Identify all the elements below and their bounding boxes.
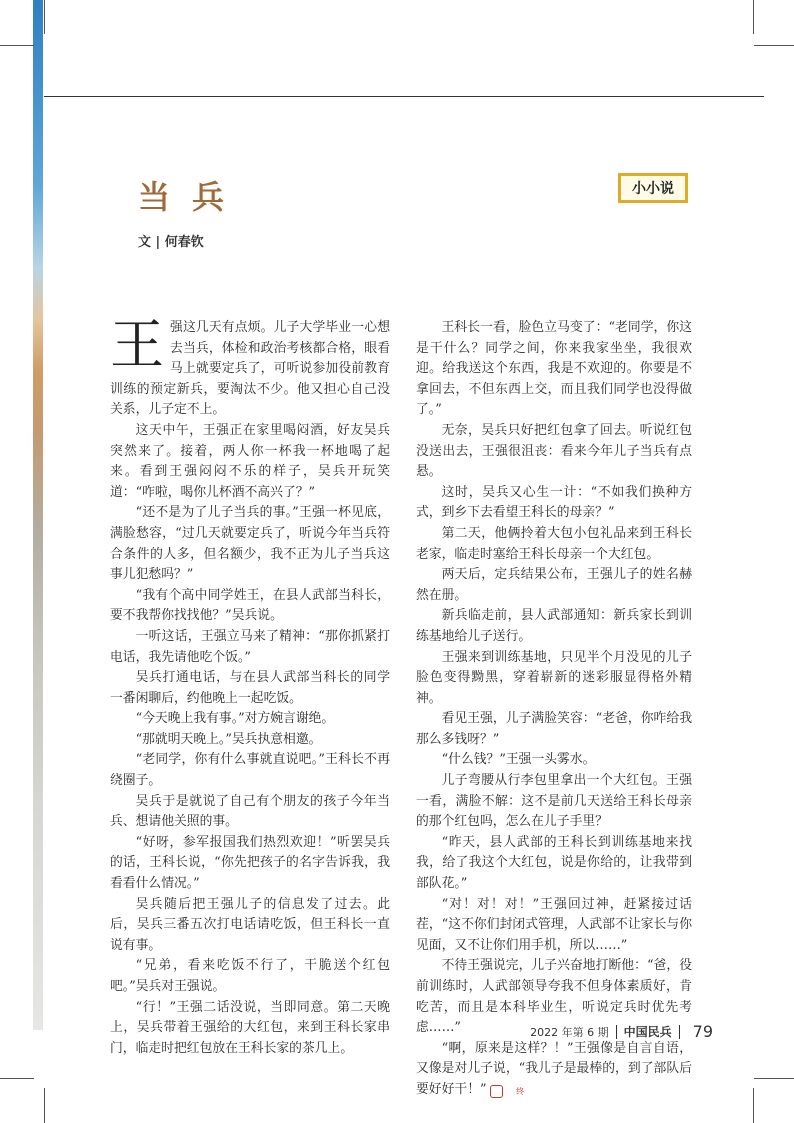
folio-divider <box>679 1025 680 1039</box>
paragraph-text: “啊，原来是这样？！”王强像是自言自语，又像是对儿子说，“我儿子是最棒的，到了部队后要好好干！” <box>416 1040 692 1097</box>
crop-mark <box>754 45 794 46</box>
paragraph-text: 强这几天有点烦。儿子大学毕业一心想去当兵，体检和政治考核都合格，眼看马上就要定兵了，可听说参加役前教育训练的预定新兵，要淘汰不少。他又担心自己没关系，儿子定不上。 <box>110 320 390 418</box>
paragraph <box>110 313 390 421</box>
paragraph: 儿子弯腰从行李包里拿出一个大红包。王强一看，满脸不解：这不是前几天送给王科长母亲的那个红包吗，怎么在儿子手里？ <box>416 773 692 830</box>
paragraph: 王强来到训练基地，只见半个月没见的儿子脸色变得黝黑，穿着崭新的迷彩服显得格外精神。 <box>416 649 692 706</box>
paragraph: 一听这话，王强立马来了精神：“那你抓紧打电话，我先请他吃个饭。” <box>110 628 390 665</box>
paragraph: 王科长一看，脸色立马变了：“老同学，你这是干什么？同学之间，你来我家坐坐，我很欢迎。给我送这个东西，我是不欢迎的。你要是不拿回去，不但东西上交，而且我们同学也没得做了。” <box>416 320 692 418</box>
crop-mark <box>44 1088 45 1123</box>
paragraph: “什么钱？”王强一头雾水。 <box>441 752 596 768</box>
end-mark-icon: 终 <box>490 1085 503 1098</box>
section-label: 小小说 <box>632 181 674 197</box>
article-byline: 文 | 何春钦 <box>138 235 204 250</box>
crop-mark <box>0 45 34 46</box>
paragraph: 吴兵打通电话，与在县人武部当科长的同学一番闲聊后，约他晚上一起吃饭。 <box>110 670 390 706</box>
paragraph: 看见王强，儿子满脸笑容：“老爸，你咋给我那么多钱呀？” <box>416 711 692 747</box>
paragraph: “今天晚上我有事。”对方婉言谢绝。 <box>135 711 335 727</box>
crop-mark <box>753 0 754 34</box>
crop-mark <box>753 1088 754 1123</box>
paragraph: 新兵临走前，县人武部通知：新兵家长到训练基地给儿子送行。 <box>416 608 692 644</box>
paragraph <box>416 1039 692 1101</box>
side-color-stripe <box>33 0 43 1030</box>
paragraph: “行！”王强二话没说，当即同意。第二天晚上，吴兵带着王强给的大红包，来到王科长家串门，临走时把红包放在王科长家的茶几上。 <box>110 999 390 1056</box>
article-title: 当兵 <box>138 178 247 216</box>
page-folio <box>530 1022 713 1041</box>
paragraph: 这时，吴兵又心生一计：“不如我们换种方式，到乡下去看望王科长的母亲？” <box>416 484 692 521</box>
crop-mark <box>0 1078 34 1079</box>
paragraph: 无奈，吴兵只好把红包拿了回去。听说红包没送出去，王强很沮丧：看来今年儿子当兵有点悬。 <box>416 422 692 480</box>
paragraph: 吴兵于是就说了自己有个朋友的孩子今年当兵、想请他关照的事。 <box>110 793 390 830</box>
drop-cap: 王 <box>110 313 164 376</box>
crop-mark <box>754 1078 794 1079</box>
paragraph: 这天中午，王强正在家里喝闷酒，好友吴兵突然来了。接着，两人你一杯我一杯地喝了起来。看到王强闷闷不乐的样子，吴兵开玩笑道：“咋啦，喝你儿杯酒不高兴了？” <box>110 422 390 500</box>
left-column <box>110 313 390 1059</box>
paragraph: “老同学，你有什么事就直说吧。”王科长不再绕圈子。 <box>110 752 390 789</box>
paragraph: “我有个高中同学姓王，在县人武部当科长，要不我帮你找找他？”吴兵说。 <box>110 587 390 624</box>
right-column <box>416 318 692 1101</box>
paragraph: “昨天，县人武部的王科长到训练基地来找我，给了我这个大红包，说是你给的，让我带到部队花。” <box>416 834 692 892</box>
paragraph: 不待王强说完，儿子兴奋地打断他：“爸，役前训练时，人武部领导夸我不但身体素质好，肯吃苦，而且是本科毕业生，听说定兵时优先考虑……” <box>416 958 692 1036</box>
paragraph: 两天后，定兵结果公布，王强儿子的姓名赫然在册。 <box>416 567 692 603</box>
paragraph: “那就明天晚上。”吴兵执意相邀。 <box>135 731 322 747</box>
paragraph: “兄弟，看来吃饭不行了，干脆送个红包吧。”吴兵对王强说。 <box>110 958 390 994</box>
paragraph: “还不是为了儿子当兵的事。”王强一杯见底，满脸愁容，“过几天就要定兵了，听说今年当兵符合条件的人多，但名额少，我不正为儿子当兵这事儿犯愁吗？” <box>110 505 390 583</box>
header-rule <box>44 96 764 97</box>
issue-label: 2022 年第 6 期 <box>530 1025 609 1039</box>
paragraph: 吴兵随后把王强儿子的信息发了过去。此后，吴兵三番五次打电话请吃饭，但王科长一直说有事。 <box>110 896 390 953</box>
paragraph: “好呀，参军报国我们热烈欢迎！”听罢吴兵的话，王科长说，“你先把孩子的名字告诉我，我看看什么情况。” <box>110 834 390 892</box>
section-badge <box>618 173 688 203</box>
paragraph: “对！对！对！”王强回过神，赶紧接过话茬，“这不你们封闭式管理，人武部不让家长与你见面，又不让你们用手机，所以……” <box>416 896 692 953</box>
folio-divider <box>616 1025 617 1039</box>
paragraph: 第二天，他俩拎着大包小包礼品来到王科长老家，临走时塞给王科长母亲一个大红包。 <box>416 525 692 562</box>
magazine-name: 中国民兵 <box>623 1025 672 1039</box>
page-number: 79 <box>692 1022 713 1041</box>
crop-mark <box>44 0 45 34</box>
